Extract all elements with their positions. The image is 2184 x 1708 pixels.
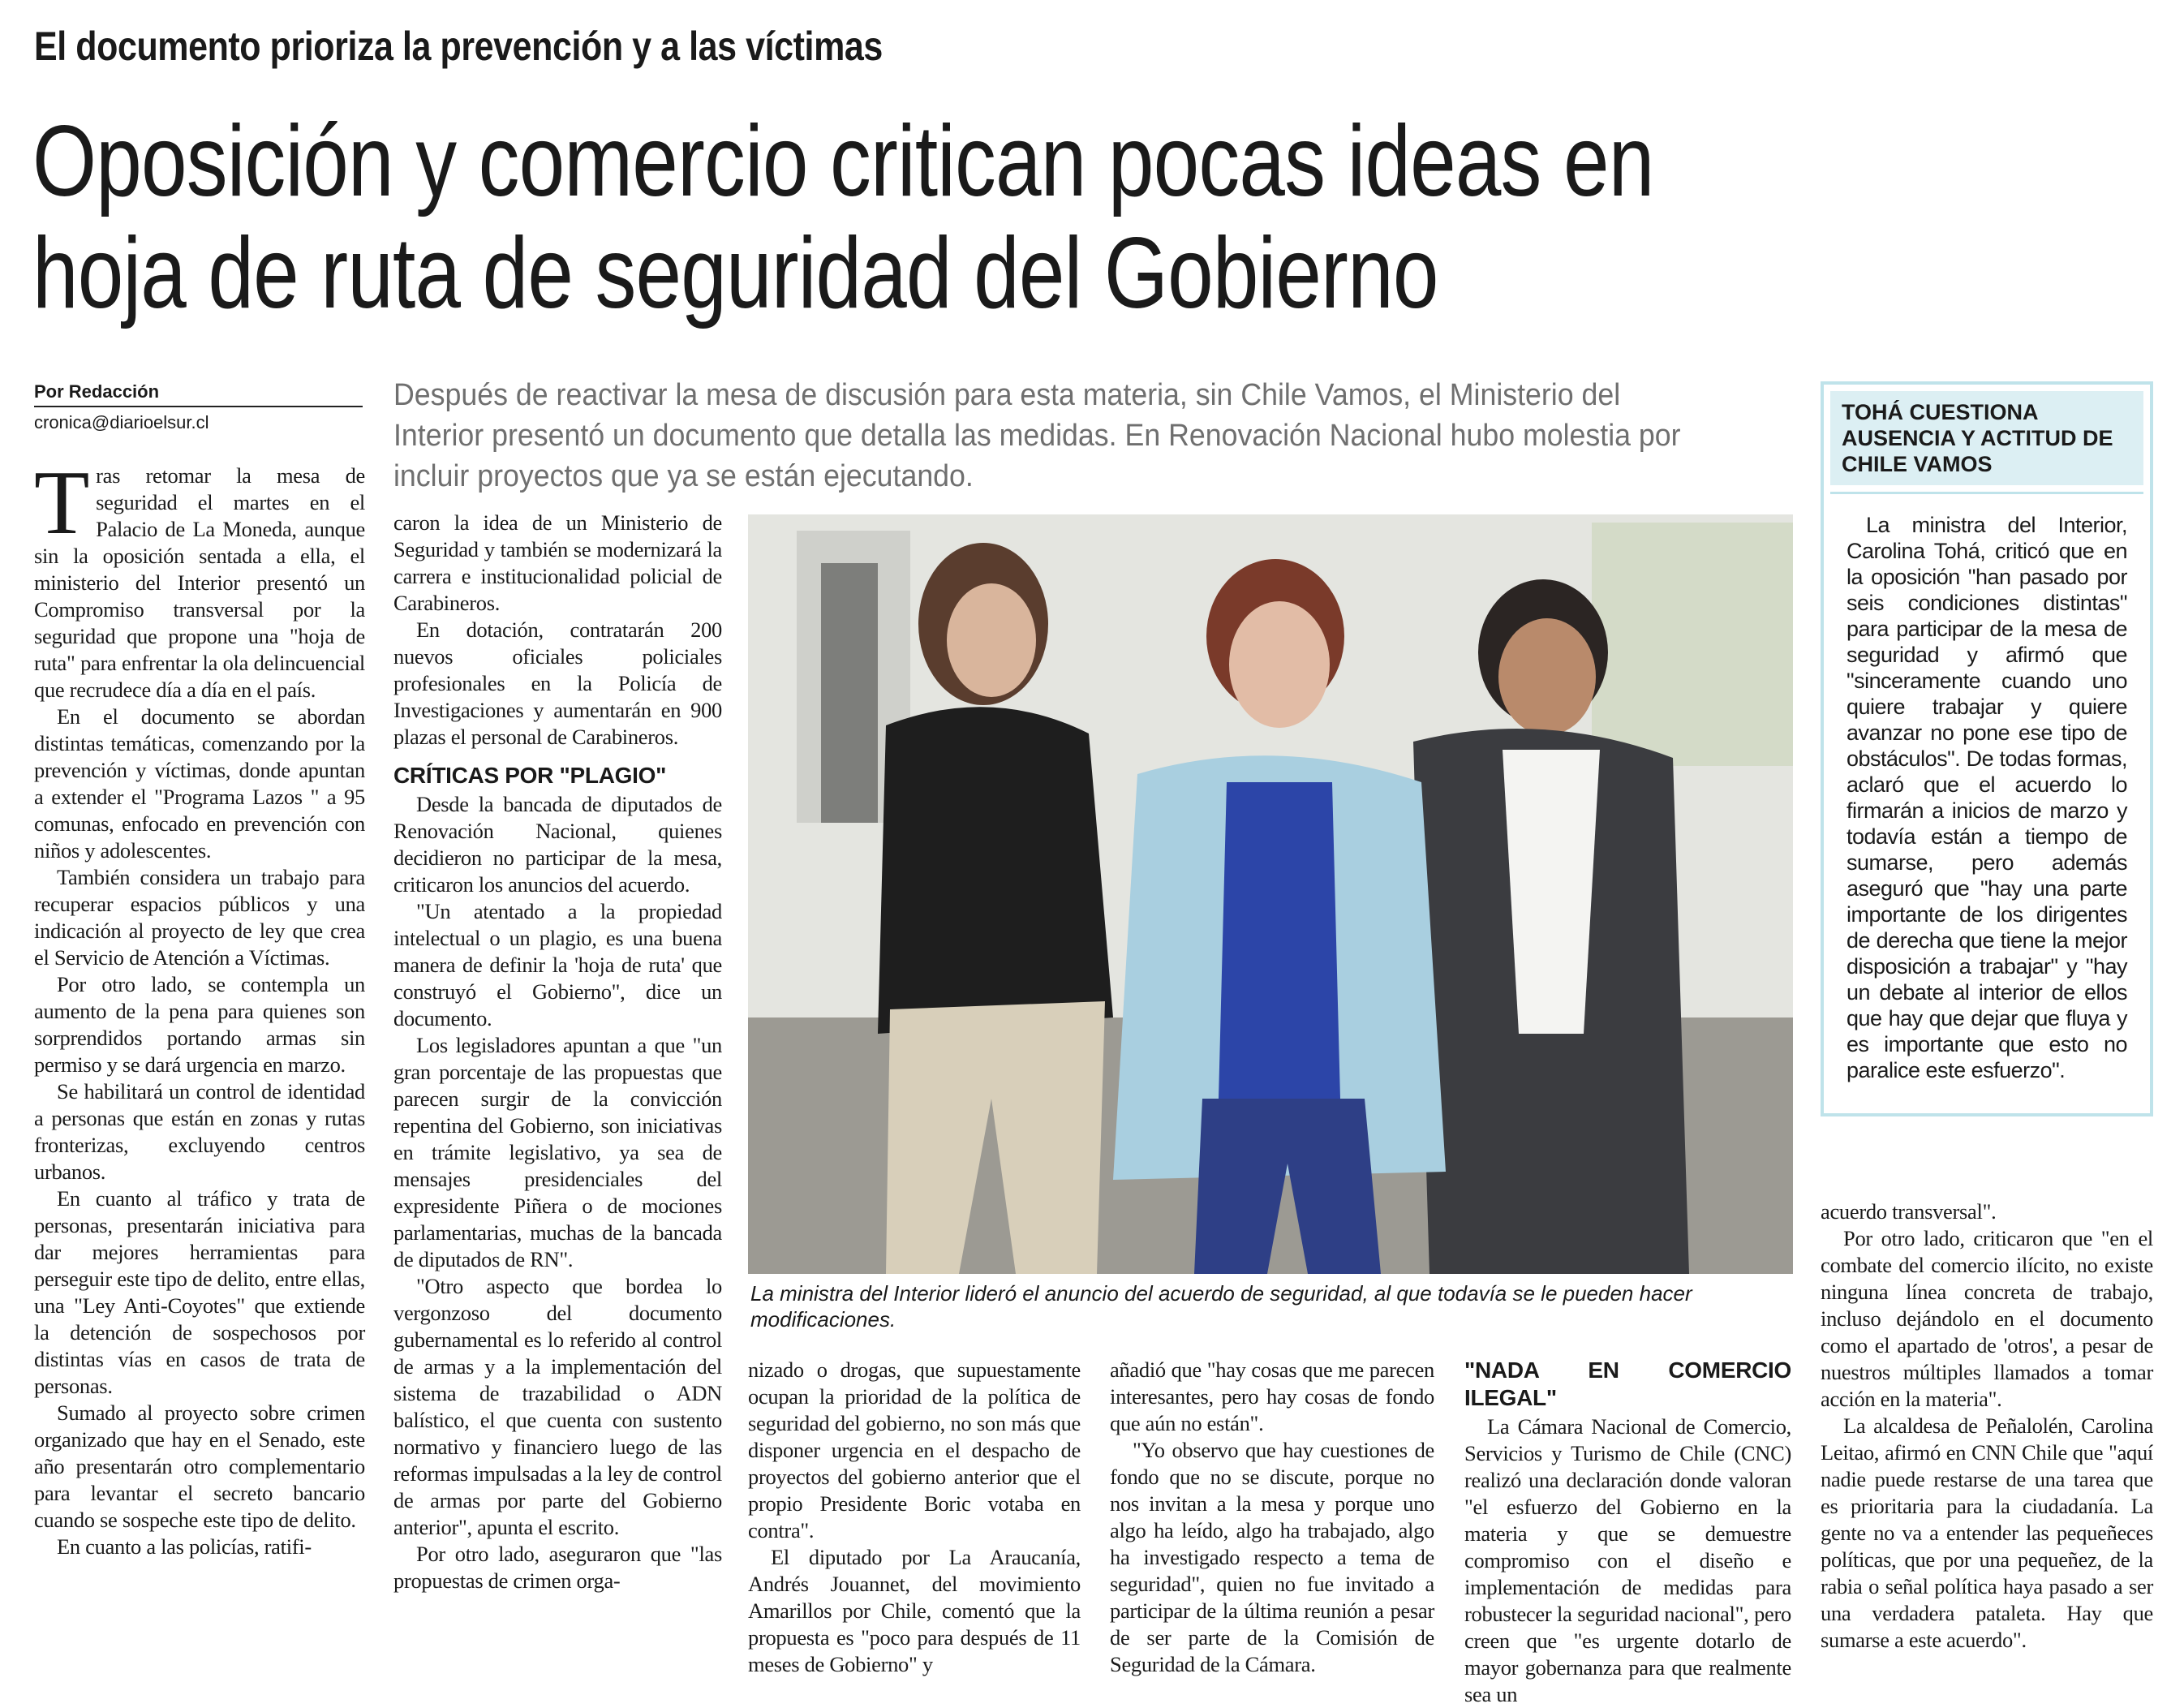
subhead-plagio: CRÍTICAS POR "PLAGIO" [393, 763, 667, 788]
headline [32, 105, 2174, 329]
byline [34, 381, 363, 433]
photo-illustration [748, 514, 1793, 1274]
paragraph: Por otro lado, se contempla un aumento de la pena para quienes son sorprendidos portando armas sin permiso y se dará urgencia en marzo. [34, 972, 365, 1077]
paragraph: La alcaldesa de Peñalolén, Carolina Leitao, afirmó en CNN Chile que "aquí nadie puede restarse de una tarea que es prioritaria para la ciudadanía. La gente no va a entender las pequeñeces políticas, que por una pequeñez, de la rabia o señal política haya pasado a ser una verdadera pataleta. Hay que sumarse a este acuerdo". [1821, 1413, 2153, 1652]
byline-author: Por Redacción [34, 381, 363, 407]
sidebar-title: TOHÁ CUESTIONA AUSENCIA Y ACTITUD DE CHILE VAMOS [1830, 391, 2143, 485]
paragraph: añadió que "hay cosas que me parecen interesantes, pero hay cosas de fondo que aún no están". [1110, 1357, 1434, 1435]
subhead-comercio: "NADA EN COMERCIO ILEGAL" [1464, 1357, 1791, 1410]
paragraph: acuerdo transversal". [1821, 1199, 1997, 1224]
paragraph: Por otro lado, aseguraron que "las propuestas de crimen orga- [393, 1542, 722, 1593]
paragraph: En cuanto a las policías, ratifi- [57, 1534, 312, 1559]
headline-line-1: Oposición y comercio critican pocas ideas en [32, 105, 1654, 217]
drop-cap: T [34, 453, 90, 553]
paragraph: Los legisladores apuntan a que "un gran porcentaje de las propuestas que parecen surgir de la convicción repentina del Gobierno, son iniciativas en trámite legislativo, ya sea de mensajes presidenciales del expresidente Piñera o de mociones parlamentarias, muchas de la bancada de diputados de RN". [393, 1033, 722, 1271]
paragraph: Por otro lado, criticaron que "en el combate del comercio ilícito, no existe ninguna línea concreta de trabajo, incluso dejándolo en el documento como el apartado de 'otros', a pesar de nuestros múltiples llamados a tomar acción en la materia". [1821, 1226, 2153, 1411]
paragraph: "Yo observo que hay cuestiones de fondo que no se discute, porque no nos invitan a la mesa y porque uno algo ha leído, algo ha trabajado, algo ha investigado respecto a tema de seguridad", quien no fue invitado a participar de la última reunión a pesar de ser parte de la Comisión de Seguridad de la Cámara. [1110, 1438, 1434, 1676]
kicker: El documento prioriza la prevención y a las víctimas [34, 24, 883, 69]
article-column-3 [748, 1357, 1081, 1678]
paragraph: Se habilitará un control de identidad a personas que están en zonas y rutas fronterizas, excluyendo centros urbanos. [34, 1079, 365, 1184]
paragraph: En dotación, contratarán 200 nuevos oficiales policiales profesionales en la Policía de Investigaciones y aumentarán en 900 plazas el personal de Carabineros. [393, 617, 722, 749]
byline-email: cronica@diarioelsur.cl [34, 412, 209, 432]
paragraph: En el documento se abordan distintas temáticas, comenzando por la prevención y víctimas, donde apuntan a extender el "Programa Lazos " a 95 comunas, enfocado en prevención con niños y adolescentes. [34, 704, 365, 863]
paragraph: El diputado por La Araucanía, Andrés Jouannet, del movimiento Amarillos por Chile, comentó que la propuesta es "poco para después de 11 meses de Gobierno" y [748, 1545, 1081, 1676]
paragraph: La Cámara Nacional de Comercio, Servicios y Turismo de Chile (CNC) realizó una declaración donde valoran "el esfuerzo del Gobierno en la materia y que se demuestre compromiso con el diseño e implementación de medidas para robustecer la seguridad nacional", pero creen que "es urgente dotarlo de mayor gobernanza para que realmente sea un [1464, 1414, 1791, 1706]
photo-caption: La ministra del Interior lideró el anuncio del acuerdo de seguridad, al que todavía se le pueden hacer modificaciones. [750, 1281, 1692, 1332]
paragraph: En cuanto al tráfico y trata de personas, presentarán iniciativa para dar mejores herramientas para perseguir este tipo de delito, entre ellas, una "Ley Anti-Coyotes" que extiende la detención de sospechosos por distintas vías en casos de trata de personas. [34, 1186, 366, 1398]
paragraph: Sumado al proyecto sobre crimen organizado que hay en el Senado, este año presentarán otro complementario para levantar el secreto bancario cuando se sospeche este tipo de delito. [34, 1400, 365, 1532]
paragraph: Tras retomar la mesa de seguridad el martes en el Palacio de La Moneda, aunque sin la oposición sentada a ella, el ministerio del Interior presentó un Compromiso transversal por la seguridad que propone una "hoja de ruta" para enfrentar la ola delincuencial que recrudece día a día en el país. [34, 453, 365, 702]
paragraph: También considera un trabajo para recuperar espacios públicos y una indicación al proyecto de ley que crea el Servicio de Atención a Víctimas. [34, 865, 365, 970]
article-column-4 [1110, 1357, 1434, 1678]
headline-line-2: hoja de ruta de seguridad del Gobierno [32, 217, 1438, 329]
sidebar-box [1821, 381, 2153, 1116]
article-column-1 [34, 453, 366, 1560]
sidebar-text: La ministra del Interior, Carolina Tohá, criticó que en la oposición "han pasado por seis condiciones distintas" para participar de la mesa de seguridad y afirmó que "sinceramente cuando uno quiere trabajar y quiere avanzar no pone ese tipo de obstáculos". De todas formas, aclaró que el acuerdo lo firmarán a inicios de marzo y todavía están a tiempo de sumarse, pero además aseguró que "hay una parte importante de los dirigentes de derecha que tiene la mejor disposición a trabajar" y "hay un debate al interior de ellos que hay que dejar que fluya y es importante que esto no paralice este esfuerzo". [1847, 513, 2127, 1082]
sidebar-body [1824, 494, 2150, 1083]
news-photo [748, 514, 1793, 1274]
paragraph: caron la idea de un Ministerio de Seguridad y también se modernizará la carrera e institucionalidad policial de Carabineros. [393, 510, 722, 615]
paragraph: nizado o drogas, que supuestamente ocupan la prioridad de la política de seguridad del gobierno, no son más que disponer urgencia en el despacho de proyectos del gobierno anterior que el propio Presidente Boric votaba en contra". [748, 1357, 1081, 1542]
article-column-5 [1464, 1357, 1791, 1708]
paragraph: "Otro aspecto que bordea lo vergonzoso del documento gubernamental es lo referido al control de armas y a la implementación del sistema de trazabilidad o ADN balístico, el que cuenta con sustento normativo y financiero luego de las reformas impulsadas a la ley de control de armas por parte del Gobierno anterior", apunta el escrito. [393, 1274, 722, 1539]
lede: Después de reactivar la mesa de discusión para esta materia, sin Chile Vamos, el Ministerio del Interior presentó un documento que detalla las medidas. En Renovación Nacional hubo molestia por incluir proyectos que ya se están ejecutando. [393, 378, 1681, 493]
paragraph: Desde la bancada de diputados de Renovación Nacional, quienes decidieron no participar de la mesa, criticaron los anuncios del acuerdo. [393, 792, 722, 897]
paragraph: "Un atentado a la propiedad intelectual o un plagio, es una buena manera de definir la 'hoja de ruta' que construyó el Gobierno", dice un documento. [393, 899, 722, 1030]
article-column-2 [393, 510, 722, 1594]
article-column-6 [1821, 1198, 2153, 1654]
